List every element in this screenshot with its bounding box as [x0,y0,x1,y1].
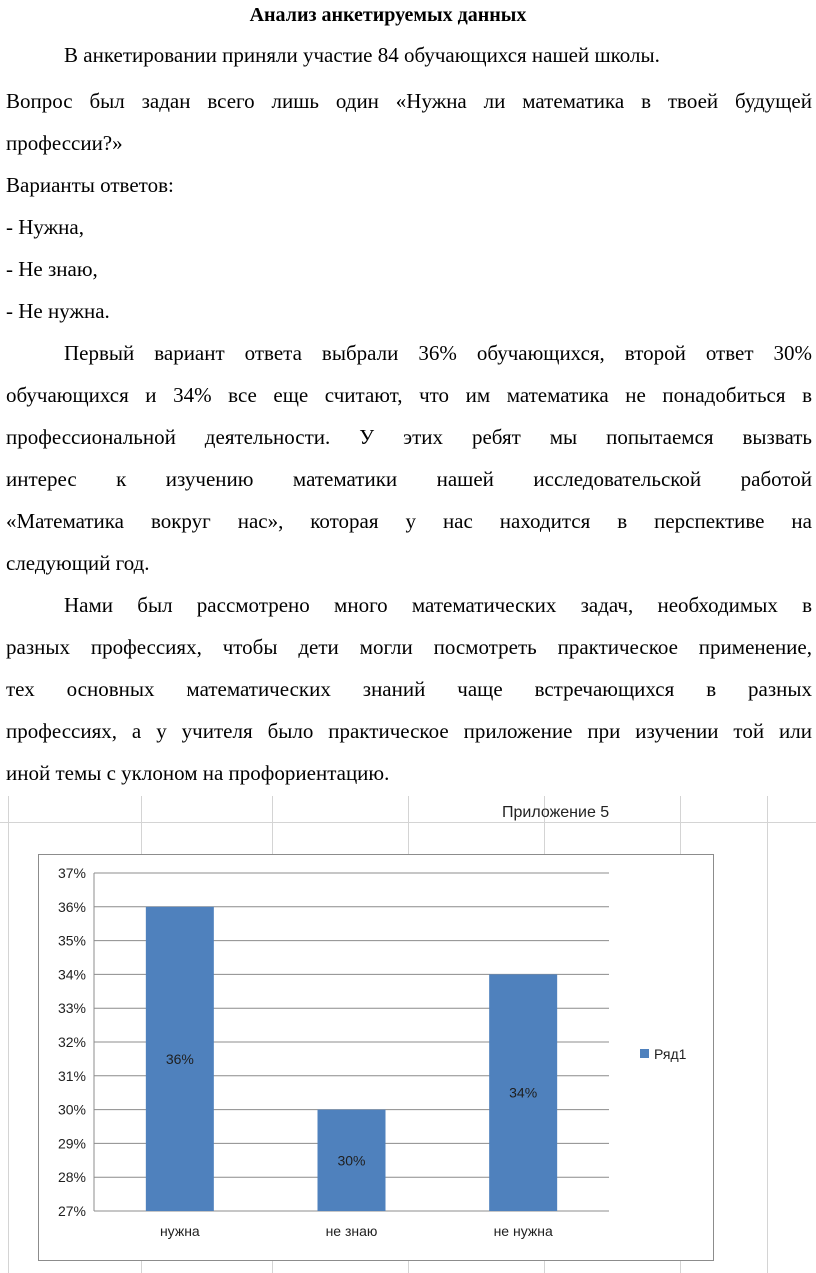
paragraph-1-line-1: В анкетировании приняли участие 84 обучающихся нашей школы. [64,43,660,67]
option-item: - Не нужна. [6,299,110,323]
option-item: - Не знаю, [6,257,98,281]
x-tick-label: нужна [159,1223,200,1239]
sheet-gridline [767,796,768,1273]
legend-label: Ряд1 [654,1046,687,1062]
paragraph-2-line-1: Первый вариант ответа выбрали 36% обучающихся, второй ответ 30% [64,341,812,365]
paragraph-3-line-5: иной темы с уклоном на профориентацию. [6,761,390,785]
y-tick-label: 29% [57,1135,86,1152]
y-tick-label: 33% [57,1000,86,1017]
bar-data-label: 30% [337,1152,366,1169]
y-tick-label: 30% [57,1101,86,1118]
y-tick-label: 37% [57,865,86,881]
bar-data-label: 36% [165,1050,194,1067]
paragraph-3-line-4: профессиях, а у учителя было практическое приложение при изучении той или [6,719,812,743]
sheet-gridline [8,796,9,1273]
option-item: - Нужна, [6,215,84,239]
paragraph-2-line-6: следующий год. [6,551,150,575]
y-tick-label: 27% [57,1203,86,1219]
y-tick-label: 31% [57,1067,86,1084]
paragraph-3-line-3: тех основных математических знаний чаще встречающихся в разных [6,677,812,701]
document-title: Анализ анкетируемых данных [249,4,527,26]
paragraph-1-line-3: профессии?» [6,131,123,155]
paragraph-2-line-3: профессиональной деятельности. У этих ребят мы попытаемся вызвать [6,425,812,449]
paragraph-3-line-2: разных профессиях, чтобы дети могли посмотреть практическое применение, [6,635,812,659]
paragraph-2-line-2: обучающихся и 34% все еще считают, что им математика не понадобиться в [6,383,812,407]
y-tick-label: 35% [57,932,86,949]
options-heading: Варианты ответов: [6,173,174,197]
y-tick-label: 28% [57,1169,86,1186]
bar-chart[interactable] [38,854,714,1261]
bar-chart-svg [39,855,713,1260]
paragraph-2-line-5: «Математика вокруг нас», которая у нас находится в перспективе на [6,509,812,533]
paragraph-2-line-4: интерес к изучению математики нашей исследовательской работой [6,467,812,491]
spreadsheet-area [0,796,816,1273]
paragraph-3-line-1: Нами был рассмотрено много математических задач, необходимых в [64,593,812,617]
paragraph-1-line-2: Вопрос был задан всего лишь один «Нужна ли математика в твоей будущей [6,89,812,113]
y-tick-label: 34% [57,966,86,983]
x-tick-label: не нужна [493,1223,553,1239]
y-tick-label: 32% [57,1034,86,1050]
legend-swatch [640,1049,649,1058]
y-tick-label: 36% [57,898,86,915]
attachment-label: Приложение 5 [502,804,610,821]
x-tick-label: не знаю [325,1223,378,1239]
bar-data-label: 34% [509,1084,538,1101]
